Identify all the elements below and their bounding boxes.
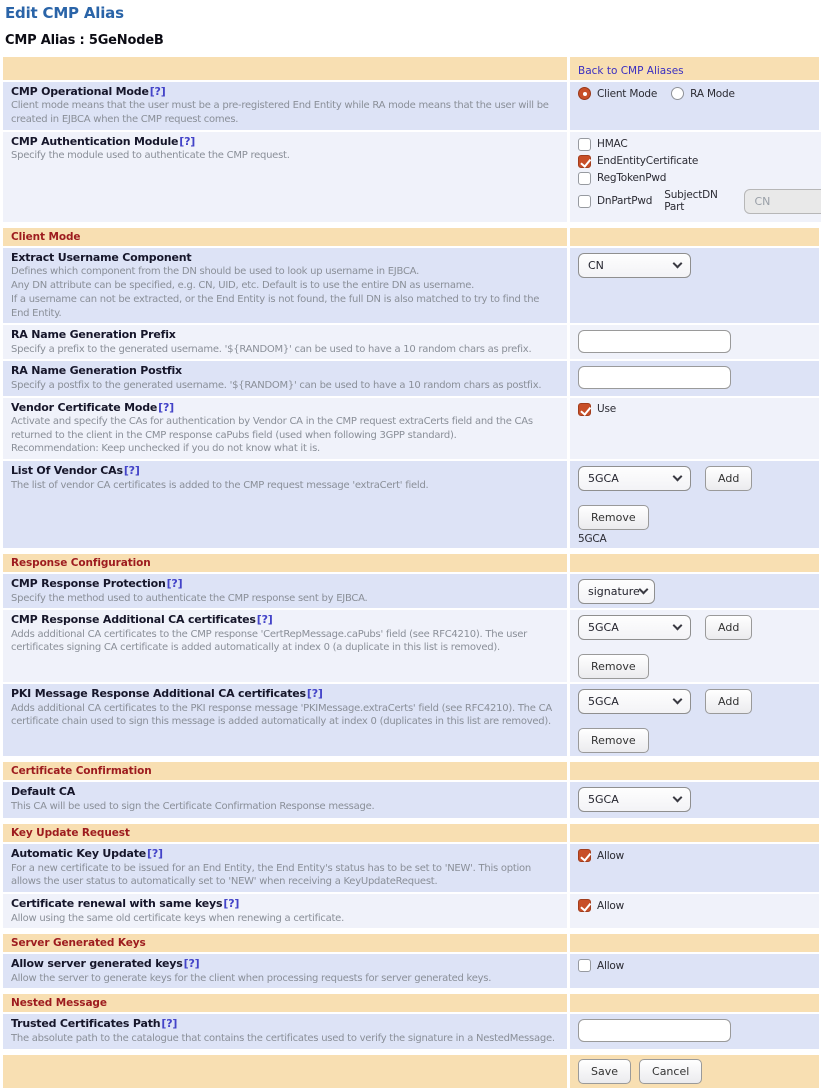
ra-prefix-input[interactable] bbox=[578, 330, 731, 353]
field-desc: Specify a postfix to the generated username. '${RANDOM}' can be used to have a 10 random chars as postfix. bbox=[11, 379, 542, 391]
section-title: Server Generated Keys bbox=[11, 937, 146, 950]
row-extract-username-component bbox=[3, 248, 819, 323]
chevron-down-icon bbox=[673, 472, 683, 482]
row-default-ca bbox=[3, 782, 819, 818]
field-desc: Defines which component from the DN should be used to look up username in EJBCA. bbox=[11, 266, 420, 278]
field-desc: Specify a prefix to the generated username. '${RANDOM}' can be used to have a 10 random chars as prefix. bbox=[11, 343, 532, 355]
field-desc: The list of vendor CA certificates is added to the CMP request message 'extraCert' field. bbox=[11, 479, 429, 491]
page-title: Edit CMP Alias bbox=[5, 4, 124, 22]
row-ra-name-generation-prefix bbox=[3, 325, 819, 359]
row-ra-name-generation-postfix bbox=[3, 361, 819, 395]
row-cmp-response-additional-ca-certificates bbox=[3, 610, 819, 682]
help-link[interactable]: [?] bbox=[306, 687, 323, 701]
field-desc: Specify the method used to authenticate the CMP response sent by EJBCA. bbox=[11, 592, 368, 604]
row-cmp-operational-mode bbox=[3, 82, 819, 130]
help-link[interactable]: [?] bbox=[149, 85, 166, 98]
add-vendor-ca-button[interactable]: Add bbox=[705, 466, 752, 491]
checkbox-icon[interactable] bbox=[578, 899, 591, 912]
field-label: Automatic Key Update bbox=[11, 847, 147, 861]
field-desc: Adds additional CA certificates to the PKI response message 'PKIMessage.extraCerts' field (see RFC4210). The CA certificate chain used to sign this message is added automatically at index 0 (duplicates in this list are removed). bbox=[11, 702, 552, 728]
checkbox-icon[interactable] bbox=[578, 403, 591, 416]
field-label: Extract Username Component bbox=[11, 250, 192, 264]
cmp-alias-form bbox=[3, 57, 819, 1088]
response-protection-select[interactable] bbox=[578, 579, 655, 604]
back-to-cmp-aliases-link[interactable]: Back to CMP Aliases bbox=[578, 65, 684, 77]
row-allow-server-generated-keys bbox=[3, 954, 819, 988]
select-value: CN bbox=[754, 194, 771, 208]
checkbox-icon[interactable] bbox=[578, 959, 591, 972]
cancel-button[interactable]: Cancel bbox=[639, 1059, 702, 1084]
footer-spacer bbox=[3, 1055, 567, 1088]
vendor-mode-use-checkbox[interactable] bbox=[578, 403, 616, 416]
checkbox-label: RegTokenPwd bbox=[597, 172, 667, 185]
help-link[interactable]: [?] bbox=[123, 464, 140, 478]
checkbox-label: Allow bbox=[597, 959, 625, 972]
dnpartpwd-checkbox[interactable] bbox=[578, 195, 652, 208]
ra-mode-radio[interactable] bbox=[671, 87, 735, 100]
field-label: Default CA bbox=[11, 785, 76, 799]
subjectdn-part-select bbox=[744, 189, 821, 214]
alias-subtitle: CMP Alias : 5GeNodeB bbox=[5, 33, 164, 48]
certificate-renewal-allow-checkbox[interactable] bbox=[578, 899, 624, 912]
form-footer-row bbox=[3, 1055, 819, 1088]
field-label: Allow server generated keys bbox=[11, 957, 183, 971]
field-label: CMP Authentication Module bbox=[11, 134, 179, 148]
extract-username-select[interactable] bbox=[578, 253, 691, 278]
checkbox-icon[interactable] bbox=[578, 849, 591, 862]
field-label: Trusted Certificates Path bbox=[11, 1017, 161, 1031]
automatic-key-update-allow-checkbox[interactable] bbox=[578, 849, 624, 862]
checkbox-icon[interactable] bbox=[578, 138, 591, 151]
help-link[interactable]: [?] bbox=[256, 613, 273, 627]
endentitycertificate-checkbox[interactable] bbox=[578, 155, 821, 168]
row-trusted-certificates-path bbox=[3, 1014, 819, 1048]
field-label: PKI Message Response Additional CA certificates bbox=[11, 687, 306, 701]
header-spacer bbox=[3, 57, 567, 80]
checkbox-label: Allow bbox=[597, 899, 625, 912]
help-link[interactable]: [?] bbox=[166, 577, 183, 591]
chevron-down-icon bbox=[673, 695, 683, 705]
radio-icon[interactable] bbox=[671, 87, 684, 100]
help-link[interactable]: [?] bbox=[179, 134, 196, 148]
section-title: Nested Message bbox=[11, 997, 107, 1010]
row-cmp-authentication-module bbox=[3, 132, 819, 222]
help-link[interactable]: [?] bbox=[147, 847, 163, 861]
checkbox-label: Allow bbox=[597, 849, 625, 862]
client-mode-radio[interactable] bbox=[578, 87, 657, 100]
field-desc: Any DN attribute can be specified, e.g. CN, UID, etc. Default is to use the entire DN as username. bbox=[11, 279, 475, 291]
checkbox-label: EndEntityCertificate bbox=[597, 155, 699, 168]
regtokenpwd-checkbox[interactable] bbox=[578, 172, 821, 185]
add-response-ca-button[interactable]: Add bbox=[705, 615, 752, 640]
trusted-certificates-path-input[interactable] bbox=[578, 1019, 731, 1042]
select-value: 5GCA bbox=[588, 793, 619, 807]
row-vendor-certificate-mode bbox=[3, 398, 819, 460]
field-desc: This CA will be used to sign the Certificate Confirmation Response message. bbox=[11, 800, 375, 812]
field-label: Vendor Certificate Mode bbox=[11, 400, 158, 414]
field-desc: Allow using the same old certificate keys when renewing a certificate. bbox=[11, 912, 345, 924]
checkbox-icon[interactable] bbox=[578, 195, 591, 208]
section-title: Response Configuration bbox=[11, 557, 151, 570]
chevron-down-icon bbox=[673, 258, 683, 268]
remove-pki-ca-button[interactable]: Remove bbox=[578, 728, 649, 753]
field-desc: Specify the module used to authenticate the CMP request. bbox=[11, 150, 290, 162]
help-link[interactable]: [?] bbox=[223, 897, 240, 911]
radio-label: Client Mode bbox=[597, 87, 658, 100]
select-value: 5GCA bbox=[588, 621, 619, 635]
field-desc: The absolute path to the catalogue that contains the certificates used to verify the signature in a NestedMessage. bbox=[11, 1032, 555, 1044]
select-value: signature bbox=[588, 585, 640, 599]
field-label: CMP Response Protection bbox=[11, 577, 166, 591]
ra-postfix-input[interactable] bbox=[578, 366, 731, 389]
select-value: CN bbox=[588, 258, 604, 272]
subjectdn-part-label: SubjectDN Part bbox=[664, 189, 718, 214]
checkbox-icon[interactable] bbox=[578, 172, 591, 185]
help-link[interactable]: [?] bbox=[183, 957, 200, 971]
field-label: List Of Vendor CAs bbox=[11, 464, 123, 478]
help-link[interactable]: [?] bbox=[158, 400, 175, 414]
row-pki-message-response-additional-ca-certificates bbox=[3, 684, 819, 756]
section-response-configuration bbox=[3, 554, 819, 572]
section-certificate-confirmation bbox=[3, 762, 819, 780]
select-value: 5GCA bbox=[588, 472, 619, 486]
field-label: CMP Operational Mode bbox=[11, 85, 149, 98]
field-desc: Activate and specify the CAs for authentication by Vendor CA in the CMP request extraCerts field and the CAs returned to the client in the CMP response caPubs field (used when following 3GPP standard). bbox=[11, 415, 533, 441]
field-desc: For a new certificate to be issued for an End Entity, the End Entity's status has to be set to 'NEW'. This option allows the user status to automatically set to 'NEW' when receiving a KeyUpdateRequest. bbox=[11, 862, 531, 888]
field-desc: Adds additional CA certificates to the CMP response 'CertRepMessage.caPubs' field (see RFC4210). The user certificates signing CA certificate is added automatically at index 0 (a duplicate in this list is removed). bbox=[11, 628, 527, 654]
section-key-update-request bbox=[3, 824, 819, 842]
section-nested-message bbox=[3, 994, 819, 1012]
remove-response-ca-button[interactable]: Remove bbox=[578, 654, 649, 679]
radio-icon[interactable] bbox=[578, 87, 591, 100]
add-pki-ca-button[interactable]: Add bbox=[705, 689, 752, 714]
field-desc: Recommendation: Keep unchecked if you do not know what it is. bbox=[11, 443, 320, 455]
checkbox-label: HMAC bbox=[597, 138, 628, 151]
vendor-ca-select[interactable] bbox=[578, 466, 691, 491]
radio-label: RA Mode bbox=[690, 87, 735, 100]
pki-response-ca-select[interactable] bbox=[578, 689, 691, 714]
chevron-down-icon bbox=[673, 621, 683, 631]
chevron-down-icon bbox=[673, 793, 683, 803]
default-ca-select[interactable] bbox=[578, 787, 691, 812]
section-title: Client Mode bbox=[11, 230, 81, 243]
section-title: Key Update Request bbox=[11, 827, 130, 840]
row-list-of-vendor-cas bbox=[3, 461, 819, 548]
field-label: Certificate renewal with same keys bbox=[11, 897, 223, 911]
table-header-row bbox=[3, 57, 819, 80]
checkbox-label: DnPartPwd bbox=[597, 195, 653, 208]
hmac-checkbox[interactable] bbox=[578, 138, 821, 151]
select-value: 5GCA bbox=[588, 695, 619, 709]
response-ca-select[interactable] bbox=[578, 615, 691, 640]
section-client-mode bbox=[3, 228, 819, 246]
field-label: CMP Response Additional CA certificates bbox=[11, 613, 256, 627]
field-label: RA Name Generation Prefix bbox=[11, 328, 176, 342]
section-server-generated-keys bbox=[3, 934, 819, 952]
field-desc: Allow the server to generate keys for the client when processing requests for server generated keys. bbox=[11, 972, 492, 984]
row-cmp-response-protection bbox=[3, 574, 819, 608]
field-desc: Client mode means that the user must be a pre-registered End Entity while RA mode means that the user will be created in EJBCA when the CMP request comes. bbox=[11, 100, 549, 126]
save-button[interactable]: Save bbox=[578, 1059, 631, 1084]
checkbox-label: Use bbox=[597, 403, 617, 416]
field-desc: If a username can not be extracted, or the End Entity is not found, the full DN is also matched to try to find the End Entity. bbox=[11, 293, 540, 319]
checkbox-icon[interactable] bbox=[578, 155, 591, 168]
remove-vendor-ca-button[interactable]: Remove bbox=[578, 505, 649, 530]
section-title: Certificate Confirmation bbox=[11, 765, 152, 778]
help-link[interactable]: [?] bbox=[161, 1017, 178, 1031]
row-certificate-renewal-with-same-keys bbox=[3, 894, 819, 928]
row-automatic-key-update bbox=[3, 844, 819, 892]
server-generated-keys-allow-checkbox[interactable] bbox=[578, 959, 624, 972]
vendor-ca-list-value: 5GCA bbox=[578, 533, 607, 546]
field-label: RA Name Generation Postfix bbox=[11, 364, 182, 378]
